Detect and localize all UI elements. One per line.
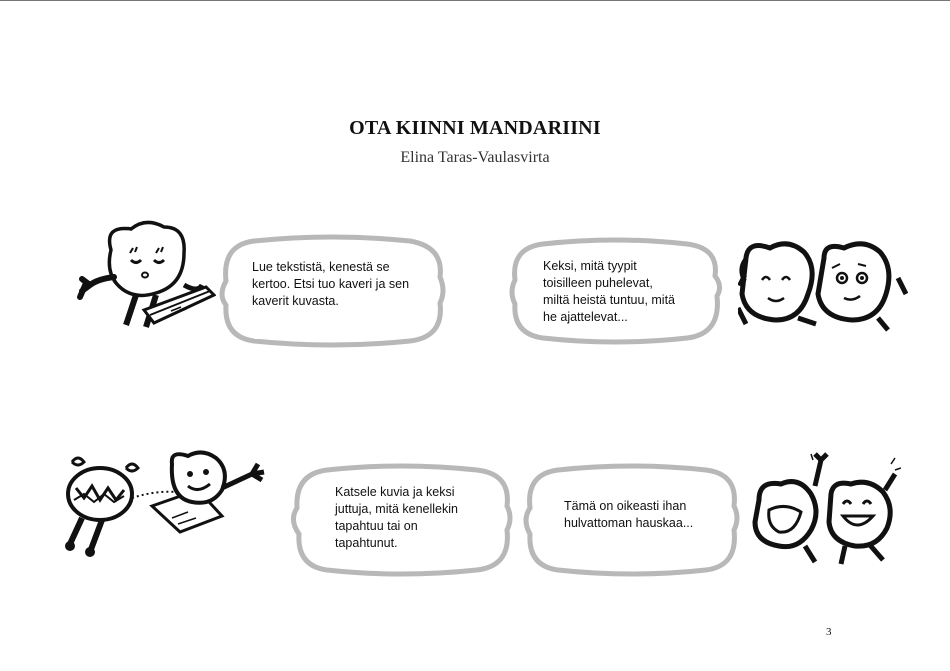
page-title: OTA KIINNI MANDARIINI xyxy=(349,117,601,139)
bubble-line: kertoo. Etsi tuo kaveri ja sen xyxy=(252,277,410,291)
bubble-line: Keksi, mitä tyypit xyxy=(543,259,637,273)
bubble-text-2 xyxy=(543,258,675,326)
bubble-line: tapahtuu tai on xyxy=(335,519,418,533)
bubble-line: kaverit kuvasta. xyxy=(252,294,339,308)
flying-reader-icon xyxy=(62,448,274,558)
bubble-line: Lue tekstistä, kenestä se xyxy=(252,260,390,274)
bubble-line: juttuja, mitä kenellekin xyxy=(335,502,458,516)
talking-pair-icon xyxy=(738,238,908,338)
bubble-line: he ajattelevat... xyxy=(543,310,628,324)
bubble-line: miltä heistä tuntuu, mitä xyxy=(543,293,676,307)
bubble-text-1 xyxy=(252,259,409,310)
bubble-line: Tämä on oikeasti ihan xyxy=(564,499,687,513)
speech-bubble-instructions-4 xyxy=(518,462,746,578)
author-name: Elina Taras-Vaulasvirta xyxy=(400,149,550,166)
bubble-line: tapahtunut. xyxy=(335,536,398,550)
bubble-line: toisilleen puhelevat, xyxy=(543,276,653,290)
speech-bubble-instructions-1 xyxy=(214,233,450,349)
bubble-line: Katsele kuvia ja keksi xyxy=(335,485,455,499)
page-number: 3 xyxy=(826,626,832,638)
speech-bubble-instructions-3 xyxy=(285,462,517,578)
bubble-text-3 xyxy=(335,484,458,552)
speech-bubble-instructions-2 xyxy=(505,236,727,346)
top-rule xyxy=(0,0,950,1)
bubble-text-4 xyxy=(564,498,693,532)
laughing-pair-icon xyxy=(745,450,901,570)
bubble-line: hulvattoman hauskaa... xyxy=(564,516,694,530)
reading-character-icon xyxy=(76,215,216,340)
